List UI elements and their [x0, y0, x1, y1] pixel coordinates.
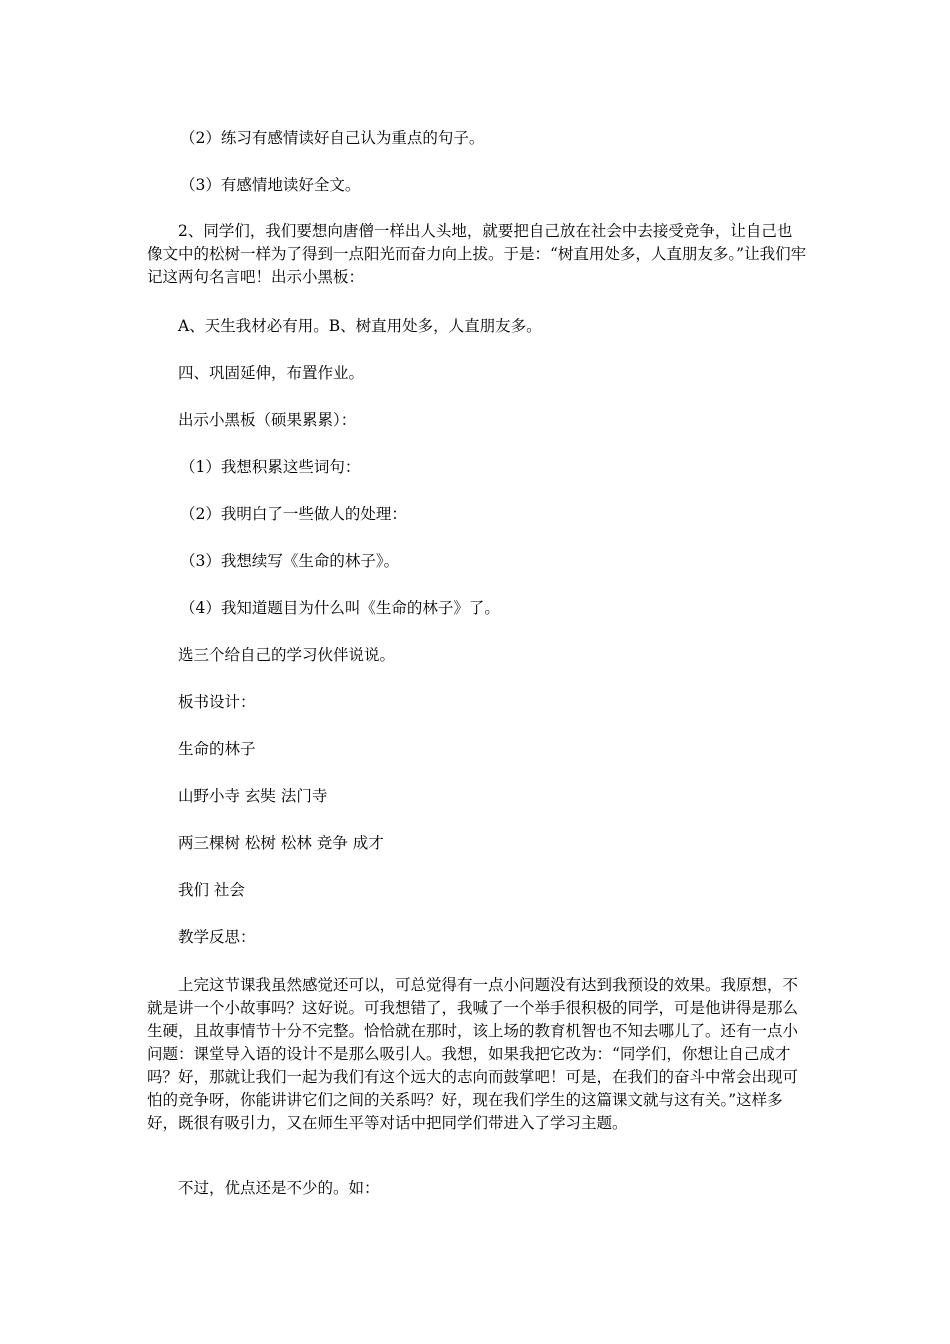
board-row-2: 两三棵树 松树 松林 竞争 成才: [178, 834, 384, 852]
homework-item-1: （1）我想积累这些词句：: [180, 458, 361, 476]
paragraph-reflection: 上完这节课我虽然感觉还可以，可总觉得有一点小问题没有达到我预设的效果。我原想，不就是讲一个小故事吗？这好说。可我想错了，我喊了一个举手很积极的同学，可是他讲得是那么生硬，且故事情节十分不完整。恰恰就在那时，该上场的教育机智也不知去哪儿了。还有一点小问题：课堂导入语的设计不是那么吸引人。我想，如果我把它改为：“同学们，你想让自己成才吗？好，那就让我们一起为我们有这个远大的志向而鼓掌吧！可是，在我们的奋斗中常会出现可怕的竞争呀，你能讲讲它们之间的关系吗？好，现在我们学生的这篇课文就与这有关。”这样多好，既很有吸引力，又在师生平等对话中把同学们带进入了学习主题。: [147, 976, 799, 1132]
homework-item-2: （2）我明白了一些做人的处理：: [180, 505, 407, 523]
practice-item-3: （3）有感情地读好全文。: [180, 176, 361, 194]
paragraph-competition: 2、同学们，我们要想向唐僧一样出人头地，就要把自己放在社会中去接受竞争，让自己也像文中的松树一样为了得到一点阳光而奋力向上拔。于是：“树直用处多，人直朋友多。”让我们牢记这两句名言吧！出示小黑板：: [147, 222, 807, 286]
paragraph-advantages: 不过，优点还是不少的。如：: [178, 1179, 380, 1197]
section-heading-homework: 四、巩固延伸，布置作业。: [178, 364, 365, 382]
blackboard-sayings: A、天生我材必有用。B、树直用处多，人直朋友多。: [178, 317, 542, 335]
homework-instruction: 选三个给自己的学习伙伴说说。: [178, 646, 396, 664]
homework-item-4: （4）我知道题目为什么叫《生命的林子》了。: [180, 599, 500, 617]
blackboard-intro: 出示小黑板（硕果累累）：: [178, 411, 357, 429]
board-title: 生命的林子: [178, 740, 256, 758]
reflection-heading: 教学反思：: [178, 928, 256, 946]
board-design-heading: 板书设计：: [178, 693, 256, 711]
homework-item-3: （3）我想续写《生命的林子》。: [180, 552, 400, 570]
practice-item-2: （2）练习有感情读好自己认为重点的句子。: [180, 129, 485, 147]
board-row-3: 我们 社会: [178, 881, 245, 899]
board-row-1: 山野小寺 玄奘 法门寺: [178, 787, 328, 805]
